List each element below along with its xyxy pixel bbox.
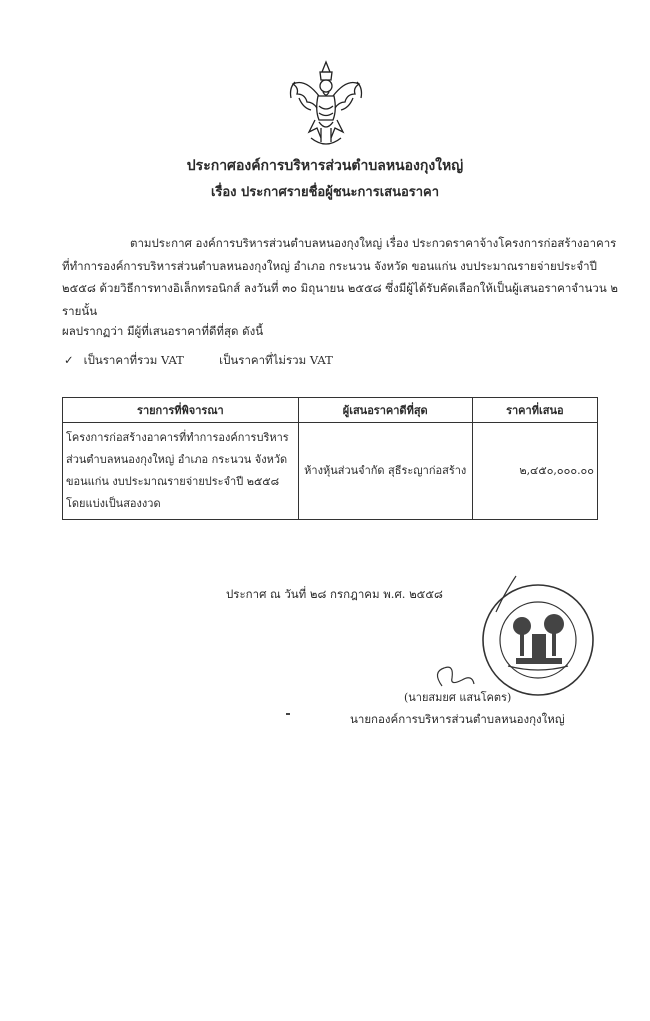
- vat-options: [64, 352, 333, 370]
- announcement-date: ประกาศ ณ วันที่ ๒๘ กรกฎาคม พ.ศ. ๒๕๕๘: [226, 587, 443, 601]
- check-icon: ✓: [64, 353, 74, 367]
- ink-speck: [286, 713, 290, 715]
- signature-mark: [428, 660, 478, 690]
- vat-excluded-label: เป็นราคาที่ไม่รวม VAT: [219, 353, 333, 367]
- signer-name: (นายสมยศ แสนโคตร): [404, 691, 512, 704]
- bid-result-table: [62, 397, 598, 520]
- garuda-emblem-icon: [285, 58, 367, 150]
- bidder-cell: ห้างหุ้นส่วนจำกัด สุธีระญาก่อสร้าง: [298, 423, 472, 520]
- table-header-row: [63, 398, 598, 423]
- vat-included-label: เป็นราคาที่รวม VAT: [83, 353, 184, 367]
- header-bidder: ผู้เสนอราคาดีที่สุด: [298, 398, 472, 423]
- body-paragraph-text: ตามประกาศ องค์การบริหารส่วนตำบลหนองกุงใหญ่ เรื่อง ประกวดราคาจ้างโครงการก่อสร้างอาคารที่ทำการองค์การบริหารส่วนตำบลหนองกุงใหญ่ อำเภอ กระนวน จังหวัด ขอนแก่น งบประมาณรายจ่ายประจำปี ๒๕๕๘ ด้วยวิธีการทางอิเล็กทรอนิกส์ ลงวันที่ ๓๐ มิถุนายน ๒๕๕๘ ซึ่งมีผู้ได้รับคัดเลือกให้เป็นผู้เสนอราคาจำนวน ๒ รายนั้น: [62, 236, 618, 318]
- signer-position: นายกองค์การบริหารส่วนตำบลหนองกุงใหญ่: [350, 712, 565, 726]
- price-cell: ๒,๔๕๐,๐๐๐.๐๐: [472, 423, 597, 520]
- document-title: ประกาศองค์การบริหารส่วนตำบลหนองกุงใหญ่: [186, 158, 464, 174]
- item-cell: โครงการก่อสร้างอาคารที่ทำการองค์การบริหารส่วนตำบลหนองกุงใหญ่ อำเภอ กระนวน จังหวัด ขอนแก่น งบประมาณรายจ่ายประจำปี ๒๕๕๘ โดยแบ่งเป็นสองงวด: [63, 423, 299, 520]
- header-price: ราคาที่เสนอ: [472, 398, 597, 423]
- result-statement: ผลปรากฏว่า มีผู้ที่เสนอราคาที่ดีที่สุด ดังนี้: [62, 324, 264, 338]
- document-subject: เรื่อง ประกาศรายชื่อผู้ชนะการเสนอราคา: [210, 185, 440, 200]
- header-item: รายการที่พิจารณา: [63, 398, 299, 423]
- body-paragraph: [62, 232, 622, 322]
- table-row: [63, 423, 598, 520]
